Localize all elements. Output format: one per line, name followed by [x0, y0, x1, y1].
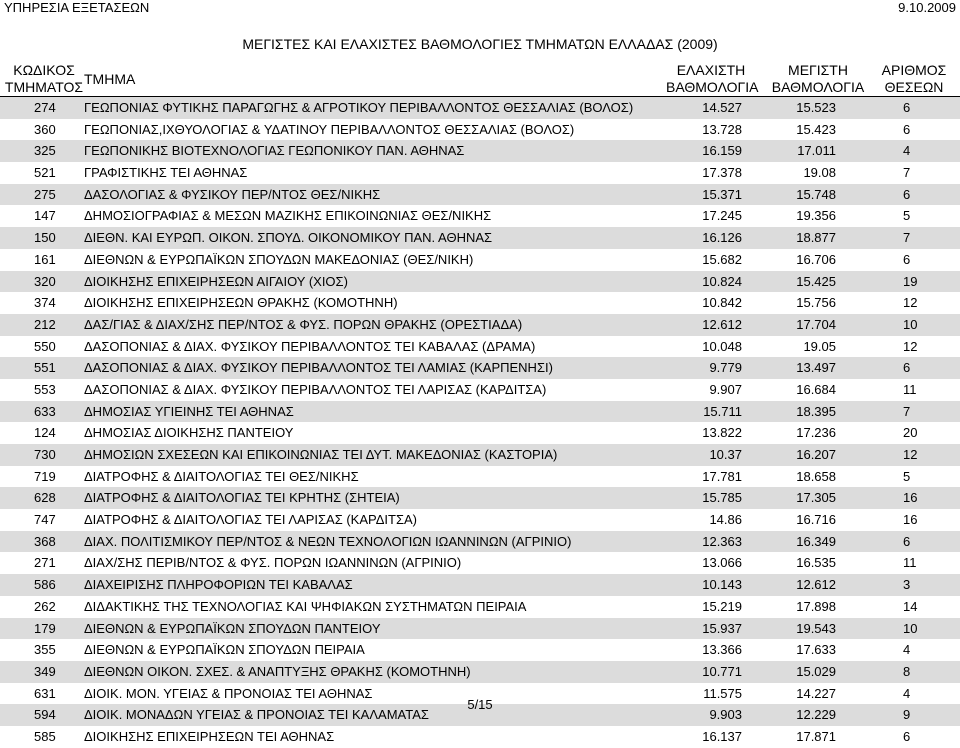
cell-seats: 12	[903, 338, 918, 354]
cell-seats: 7	[903, 230, 911, 246]
cell-seats: 5	[903, 468, 911, 484]
cell-department: ΔΗΜΟΣΙΑΣ ΥΓΙΕΙΝΗΣ ΤΕΙ ΑΘΗΝΑΣ	[84, 403, 294, 419]
cell-code: 631	[34, 685, 56, 701]
cell-code: 320	[34, 273, 56, 289]
cell-min-score: 10.771	[702, 663, 742, 679]
column-header-min-score	[666, 62, 759, 96]
table-row	[0, 271, 960, 293]
cell-min-score: 16.159	[702, 143, 742, 159]
cell-max-score: 16.535	[796, 555, 836, 571]
cell-seats: 6	[903, 360, 911, 376]
cell-code: 325	[34, 143, 56, 159]
cell-department: ΔΙΑΤΡΟΦΗΣ & ΔΙΑΙΤΟΛΟΓΙΑΣ ΤΕΙ ΘΕΣ/ΝΙΚΗΣ	[84, 468, 359, 484]
cell-seats: 12	[903, 447, 918, 462]
cell-min-score: 17.245	[702, 208, 742, 224]
cell-min-score: 13.728	[702, 121, 742, 137]
cell-max-score: 16.706	[796, 251, 836, 267]
cell-seats: 10	[903, 620, 918, 636]
cell-department: ΓΕΩΠΟΝΙΑΣ,ΙΧΘΥΟΛΟΓΙΑΣ & ΥΔΑΤΙΝΟΥ ΠΕΡΙΒΑΛΛΟΝΤΟΣ ΘΕΣΣΑΛΙΑΣ (ΒΟΛΟΣ)	[84, 121, 575, 137]
column-header-code-line1: ΚΩΔΙΚΟΣ	[13, 62, 75, 78]
table-row	[0, 314, 960, 336]
cell-department: ΔΙΟΙΚΗΣΗΣ ΕΠΙΧΕΙΡΗΣΕΩΝ ΘΡΑΚΗΣ (ΚΟΜΟΤΗΝΗ)	[84, 295, 398, 311]
cell-max-score: 13.497	[796, 360, 836, 376]
header-date: 9.10.2009	[898, 0, 956, 15]
cell-department: ΓΕΩΠΟΝΙΚΗΣ ΒΙΟΤΕΧΝΟΛΟΓΙΑΣ ΓΕΩΠΟΝΙΚΟΥ ΠΑΝ. ΑΘΗΝΑΣ	[84, 143, 465, 159]
table-row	[0, 249, 960, 271]
cell-min-score: 15.371	[702, 186, 742, 202]
cell-seats: 10	[903, 316, 918, 332]
cell-code: 124	[34, 425, 56, 441]
cell-department: ΔΙΑΧ. ΠΟΛΙΤΙΣΜΙΚΟΥ ΠΕΡ/ΝΤΟΣ & ΝΕΩΝ ΤΕΧΝΟΛΟΓΙΩΝ ΙΩΑΝΝΙΝΩΝ (ΑΓΡΙΝΙΟ)	[84, 533, 572, 549]
cell-code: 275	[34, 186, 56, 202]
cell-department: ΔΑΣΟΠΟΝΙΑΣ & ΔΙΑΧ. ΦΥΣΙΚΟΥ ΠΕΡΙΒΑΛΛΟΝΤΟΣ ΤΕΙ ΚΑΒΑΛΑΣ (ΔΡΑΜΑ)	[84, 338, 536, 354]
table-row	[0, 726, 960, 748]
cell-seats: 6	[903, 728, 911, 744]
table-row	[0, 639, 960, 661]
cell-min-score: 9.903	[709, 707, 742, 723]
cell-seats: 6	[903, 121, 911, 137]
cell-max-score: 18.877	[796, 230, 836, 246]
cell-department: ΔΙΕΘΝΩΝ & ΕΥΡΩΠΑΪΚΩΝ ΣΠΟΥΔΩΝ ΜΑΚΕΔΟΝΙΑΣ (ΘΕΣ/ΝΙΚΗ)	[84, 251, 474, 267]
cell-max-score: 16.207	[796, 447, 836, 462]
cell-min-score: 10.824	[702, 273, 742, 289]
cell-code: 355	[34, 642, 56, 658]
cell-min-score: 17.781	[702, 468, 742, 484]
cell-max-score: 18.395	[796, 403, 836, 419]
cell-code: 349	[34, 663, 56, 679]
column-header-min-line2: ΒΑΘΜΟΛΟΓΙΑ	[666, 79, 759, 95]
cell-min-score: 15.219	[702, 598, 742, 614]
cell-min-score: 15.682	[702, 251, 742, 267]
column-header-max-line2: ΒΑΘΜΟΛΟΓΙΑ	[771, 79, 865, 95]
cell-department: ΔΙΕΘΝ. ΚΑΙ ΕΥΡΩΠ. ΟΙΚΟΝ. ΣΠΟΥΔ. ΟΙΚΟΝΟΜΙΚΟΥ ΠΑΝ. ΑΘΗΝΑΣ	[84, 230, 493, 246]
cell-department: ΔΙΑΤΡΟΦΗΣ & ΔΙΑΙΤΟΛΟΓΙΑΣ ΤΕΙ ΛΑΡΙΣΑΣ (ΚΑΡΔΙΤΣΑ)	[84, 512, 417, 528]
column-header-code-line2: ΤΜΗΜΑΤΟΣ	[4, 79, 84, 95]
table-row	[0, 292, 960, 314]
cell-seats: 6	[903, 533, 911, 549]
cell-seats: 5	[903, 208, 911, 224]
table-row	[0, 444, 960, 466]
table-row	[0, 531, 960, 553]
cell-department: ΔΑΣΟΠΟΝΙΑΣ & ΔΙΑΧ. ΦΥΣΙΚΟΥ ΠΕΡΙΒΑΛΛΟΝΤΟΣ ΤΕΙ ΛΑΜΙΑΣ (ΚΑΡΠΕΝΗΣΙ)	[84, 360, 553, 376]
cell-min-score: 12.612	[702, 316, 742, 332]
cell-department: ΔΙΕΘΝΩΝ & ΕΥΡΩΠΑΪΚΩΝ ΣΠΟΥΔΩΝ ΠΕΙΡΑΙΑ	[84, 642, 365, 658]
cell-max-score: 12.229	[796, 707, 836, 723]
cell-min-score: 10.37	[709, 447, 742, 462]
column-header-seats-line2: ΘΕΣΕΩΝ	[884, 79, 944, 95]
cell-seats: 6	[903, 251, 911, 267]
cell-seats: 16	[903, 490, 918, 506]
cell-min-score: 16.137	[702, 728, 742, 744]
table-row	[0, 97, 960, 119]
cell-max-score: 12.612	[796, 577, 836, 593]
column-header-seats	[870, 62, 958, 96]
cell-max-score: 15.425	[796, 273, 836, 289]
cell-department: ΔΙΟΙΚ. ΜΟΝ. ΥΓΕΙΑΣ & ΠΡΟΝΟΙΑΣ ΤΕΙ ΑΘΗΝΑΣ	[84, 685, 373, 701]
cell-code: 594	[34, 707, 56, 723]
page-number: 5/15	[467, 697, 493, 712]
cell-code: 262	[34, 598, 56, 614]
cell-min-score: 16.126	[702, 230, 742, 246]
cell-department: ΔΙΟΙΚΗΣΗΣ ΕΠΙΧΕΙΡΗΣΕΩΝ ΑΙΓΑΙΟΥ (ΧΙΟΣ)	[84, 273, 348, 289]
cell-max-score: 16.349	[796, 533, 836, 549]
cell-code: 274	[34, 100, 56, 115]
table-row	[0, 661, 960, 683]
cell-min-score: 15.937	[702, 620, 742, 636]
cell-max-score: 15.029	[796, 663, 836, 679]
cell-max-score: 14.227	[796, 685, 836, 701]
cell-max-score: 17.305	[796, 490, 836, 506]
cell-code: 550	[34, 338, 56, 354]
cell-code: 368	[34, 533, 56, 549]
cell-max-score: 17.633	[796, 642, 836, 658]
cell-min-score: 13.822	[702, 425, 742, 441]
table-row	[0, 205, 960, 227]
cell-code: 271	[34, 555, 56, 571]
cell-code: 179	[34, 620, 56, 636]
table-row	[0, 618, 960, 640]
cell-max-score: 17.011	[797, 143, 836, 159]
table-row	[0, 509, 960, 531]
cell-max-score: 15.748	[796, 186, 836, 202]
table-row	[0, 401, 960, 423]
cell-min-score: 14.527	[702, 100, 742, 115]
cell-code: 730	[34, 447, 56, 462]
cell-department: ΔΑΣΟΠΟΝΙΑΣ & ΔΙΑΧ. ΦΥΣΙΚΟΥ ΠΕΡΙΒΑΛΛΟΝΤΟΣ ΤΕΙ ΛΑΡΙΣΑΣ (ΚΑΡΔΙΤΣΑ)	[84, 381, 547, 397]
column-header-seats-line1: ΑΡΙΘΜΟΣ	[881, 62, 947, 78]
cell-max-score: 15.756	[796, 295, 836, 311]
cell-seats: 19	[903, 273, 918, 289]
cell-max-score: 19.05	[803, 338, 836, 354]
cell-code: 628	[34, 490, 56, 506]
cell-seats: 11	[903, 381, 917, 397]
table-row	[0, 357, 960, 379]
cell-min-score: 10.048	[702, 338, 742, 354]
page-title: ΜΕΓΙΣΤΕΣ ΚΑΙ ΕΛΑΧΙΣΤΕΣ ΒΑΘΜΟΛΟΓΙΕΣ ΤΜΗΜΑΤΩΝ ΕΛΛΑΔΑΣ (2009)	[242, 36, 718, 52]
cell-max-score: 17.236	[796, 425, 836, 441]
cell-department: ΔΑΣΟΛΟΓΙΑΣ & ΦΥΣΙΚΟΥ ΠΕΡ/ΝΤΟΣ ΘΕΣ/ΝΙΚΗΣ	[84, 186, 381, 202]
cell-min-score: 14.86	[709, 512, 742, 528]
table-row	[0, 379, 960, 401]
cell-max-score: 16.716	[796, 512, 836, 528]
cell-seats: 4	[903, 642, 911, 658]
cell-seats: 12	[903, 295, 918, 311]
header-service-name: ΥΠΗΡΕΣΙΑ ΕΞΕΤΑΣΕΩΝ	[4, 0, 150, 15]
table-row	[0, 574, 960, 596]
column-header-code	[4, 62, 84, 96]
cell-department: ΔΙΑΧ/ΣΗΣ ΠΕΡΙΒ/ΝΤΟΣ & ΦΥΣ. ΠΟΡΩΝ ΙΩΑΝΝΙΝΩΝ (ΑΓΡΙΝΙΟ)	[84, 555, 462, 571]
cell-seats: 20	[903, 425, 918, 441]
cell-min-score: 15.785	[702, 490, 742, 506]
cell-min-score: 15.711	[703, 403, 742, 419]
table-row	[0, 227, 960, 249]
cell-department: ΔΗΜΟΣΙΩΝ ΣΧΕΣΕΩΝ ΚΑΙ ΕΠΙΚΟΙΝΩΝΙΑΣ ΤΕΙ ΔΥΤ. ΜΑΚΕΔΟΝΙΑΣ (ΚΑΣΤΟΡΙΑ)	[84, 447, 558, 462]
cell-max-score: 18.658	[796, 468, 836, 484]
results-table	[0, 97, 960, 748]
cell-min-score: 12.363	[702, 533, 742, 549]
cell-department: ΔΙΔΑΚΤΙΚΗΣ ΤΗΣ ΤΕΧΝΟΛΟΓΙΑΣ ΚΑΙ ΨΗΦΙΑΚΩΝ ΣΥΣΤΗΜΑΤΩΝ ΠΕΙΡΑΙΑ	[84, 598, 527, 614]
cell-code: 521	[34, 165, 56, 181]
cell-seats: 7	[903, 403, 911, 419]
cell-code: 553	[34, 381, 56, 397]
cell-seats: 4	[903, 685, 911, 701]
cell-max-score: 15.523	[796, 100, 836, 115]
cell-code: 212	[34, 316, 56, 332]
cell-seats: 7	[903, 165, 911, 181]
table-row	[0, 552, 960, 574]
table-row	[0, 119, 960, 141]
cell-code: 147	[34, 208, 56, 224]
table-row	[0, 487, 960, 509]
cell-department: ΔΙΕΘΝΩΝ ΟΙΚΟΝ. ΣΧΕΣ. & ΑΝΑΠΤΥΞΗΣ ΘΡΑΚΗΣ (ΚΟΜΟΤΗΝΗ)	[84, 663, 471, 679]
cell-max-score: 17.704	[796, 316, 836, 332]
table-row	[0, 466, 960, 488]
cell-seats: 4	[903, 143, 911, 159]
cell-code: 161	[34, 251, 56, 267]
cell-min-score: 10.143	[702, 577, 742, 593]
cell-max-score: 19.08	[803, 165, 836, 181]
table-row	[0, 422, 960, 444]
column-header-max-score	[768, 62, 868, 96]
cell-seats: 9	[903, 707, 911, 723]
table-row	[0, 140, 960, 162]
cell-department: ΔΙΟΙΚ. ΜΟΝΑΔΩΝ ΥΓΕΙΑΣ & ΠΡΟΝΟΙΑΣ ΤΕΙ ΚΑΛΑΜΑΤΑΣ	[84, 707, 429, 723]
column-header-max-line1: ΜΕΓΙΣΤΗ	[788, 62, 848, 78]
cell-seats: 6	[903, 100, 911, 115]
cell-department: ΔΙΟΙΚΗΣΗΣ ΕΠΙΧΕΙΡΗΣΕΩΝ ΤΕΙ ΑΘΗΝΑΣ	[84, 728, 335, 744]
cell-department: ΓΡΑΦΙΣΤΙΚΗΣ ΤΕΙ ΑΘΗΝΑΣ	[84, 165, 248, 181]
cell-department: ΔΗΜΟΣΙΑΣ ΔΙΟΙΚΗΣΗΣ ΠΑΝΤΕΙΟΥ	[84, 425, 294, 441]
table-row	[0, 336, 960, 358]
cell-code: 633	[34, 403, 56, 419]
cell-max-score: 15.423	[796, 121, 836, 137]
cell-max-score: 19.543	[796, 620, 836, 636]
cell-min-score: 10.842	[702, 295, 742, 311]
cell-department: ΔΙΑΧΕΙΡΙΣΗΣ ΠΛΗΡΟΦΟΡΙΩΝ ΤΕΙ ΚΑΒΑΛΑΣ	[84, 577, 353, 593]
cell-max-score: 17.898	[796, 598, 836, 614]
cell-code: 586	[34, 577, 56, 593]
cell-min-score: 17.378	[702, 165, 742, 181]
cell-seats: 6	[903, 186, 911, 202]
cell-department: ΔΑΣ/ΓΙΑΣ & ΔΙΑΧ/ΣΗΣ ΠΕΡ/ΝΤΟΣ & ΦΥΣ. ΠΟΡΩΝ ΘΡΑΚΗΣ (ΟΡΕΣΤΙΑΔΑ)	[84, 316, 523, 332]
cell-seats: 16	[903, 512, 918, 528]
cell-department: ΓΕΩΠΟΝΙΑΣ ΦΥΤΙΚΗΣ ΠΑΡΑΓΩΓΗΣ & ΑΓΡΟΤΙΚΟΥ ΠΕΡΙΒΑΛΛΟΝΤΟΣ ΘΕΣΣΑΛΙΑΣ (ΒΟΛΟΣ)	[84, 100, 634, 115]
column-header-min-line1: ΕΛΑΧΙΣΤΗ	[676, 62, 746, 78]
cell-code: 747	[34, 512, 56, 528]
cell-department: ΔΗΜΟΣΙΟΓΡΑΦΙΑΣ & ΜΕΣΩΝ ΜΑΖΙΚΗΣ ΕΠΙΚΟΙΝΩΝΙΑΣ ΘΕΣ/ΝΙΚΗΣ	[84, 208, 492, 224]
cell-department: ΔΙΕΘΝΩΝ & ΕΥΡΩΠΑΪΚΩΝ ΣΠΟΥΔΩΝ ΠΑΝΤΕΙΟΥ	[84, 620, 381, 636]
cell-code: 719	[34, 468, 56, 484]
table-row	[0, 162, 960, 184]
cell-seats: 3	[903, 577, 911, 593]
cell-min-score: 9.779	[709, 360, 742, 376]
cell-code: 585	[34, 728, 56, 744]
cell-seats: 8	[903, 663, 911, 679]
cell-min-score: 13.366	[702, 642, 742, 658]
cell-min-score: 13.066	[702, 555, 742, 571]
cell-department: ΔΙΑΤΡΟΦΗΣ & ΔΙΑΙΤΟΛΟΓΙΑΣ ΤΕΙ ΚΡΗΤΗΣ (ΣΗΤΕΙΑ)	[84, 490, 400, 506]
table-row	[0, 184, 960, 206]
table-row	[0, 596, 960, 618]
cell-seats: 11	[903, 555, 917, 571]
column-header-department: ΤΜΗΜΑ	[84, 71, 136, 87]
cell-code: 360	[34, 121, 56, 137]
cell-seats: 14	[903, 598, 918, 614]
cell-max-score: 17.871	[796, 728, 836, 744]
cell-code: 150	[34, 230, 56, 246]
cell-code: 551	[34, 360, 56, 376]
cell-min-score: 9.907	[709, 381, 742, 397]
cell-min-score: 11.575	[703, 685, 742, 701]
cell-code: 374	[34, 295, 56, 311]
cell-max-score: 19.356	[796, 208, 836, 224]
cell-max-score: 16.684	[796, 381, 836, 397]
